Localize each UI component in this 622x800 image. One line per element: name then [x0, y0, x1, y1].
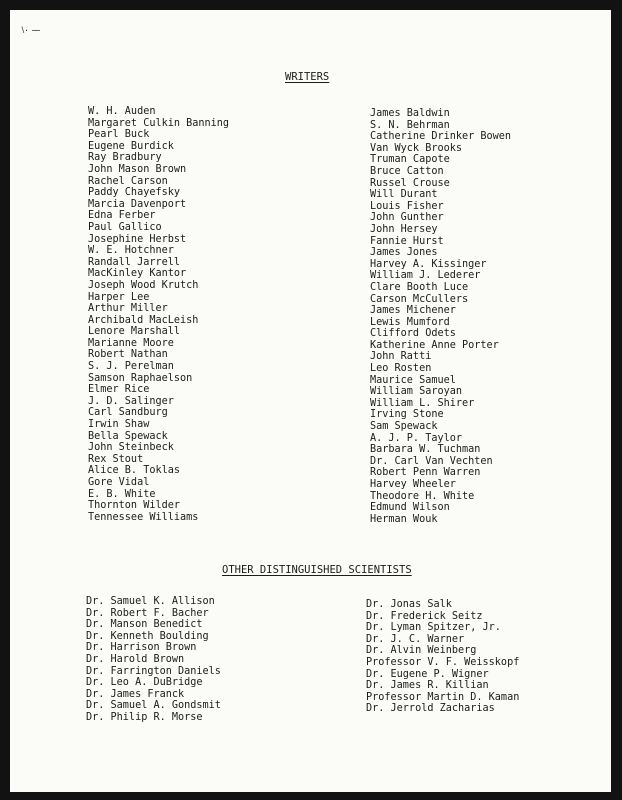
name-entry: Archibald MacLeish [88, 314, 199, 326]
name-entry: Irving Stone [370, 409, 444, 421]
name-entry: Louis Fisher [370, 200, 444, 212]
writers-right-column [370, 108, 511, 525]
name-entry: W. E. Hotchner [88, 245, 174, 257]
name-entry: Dr. Manson Benedict [86, 619, 203, 631]
name-entry: Dr. James Franck [86, 688, 185, 700]
name-entry: Arthur Miller [88, 303, 168, 315]
name-entry: Rachel Carson [88, 175, 168, 187]
name-entry: Rex Stout [88, 453, 144, 465]
name-entry: Alice B. Toklas [88, 465, 181, 477]
name-entry: William Saroyan [370, 386, 463, 398]
name-entry: Will Durant [370, 189, 438, 201]
name-entry: Paddy Chayefsky [88, 187, 181, 199]
name-entry: John Steinbeck [88, 442, 174, 454]
name-entry: Josephine Herbst [88, 233, 187, 245]
name-entry: John Mason Brown [88, 163, 187, 175]
name-entry: James Jones [370, 247, 438, 259]
name-entry: Thornton Wilder [88, 500, 181, 512]
name-entry: Edna Ferber [88, 210, 156, 222]
name-entry: Dr. Jonas Salk [366, 599, 452, 610]
name-entry: William L. Shirer [370, 397, 475, 409]
name-entry: Dr. Jerrold Zacharias [366, 703, 495, 715]
name-entry: John Hersey [370, 223, 438, 235]
name-entry: Bella Spewack [88, 430, 168, 442]
name-entry: Maurice Samuel [370, 374, 456, 386]
name-entry: Dr. James R. Killian [366, 680, 489, 692]
name-entry: Catherine Drinker Bowen [370, 131, 512, 143]
name-entry: Paul Gallico [88, 221, 162, 233]
name-entry: Dr. Robert F. Bacher [86, 607, 209, 619]
name-entry: Edmund Wilson [370, 502, 450, 514]
name-entry: Professor V. F. Weisskopf [366, 656, 520, 668]
name-entry: Professor Martin D. Kaman [366, 691, 520, 703]
writers-heading: WRITERS [285, 71, 330, 83]
name-entry: Truman Capote [370, 154, 450, 166]
name-entry: Marcia Davenport [88, 198, 187, 210]
name-entry: Samson Raphaelson [88, 372, 193, 384]
scan-mark: ∖· ∼∼ [20, 26, 40, 35]
name-entry: Dr. Kenneth Boulding [86, 630, 209, 642]
name-entry: Lewis Mumford [370, 316, 450, 328]
name-entry: Dr. Harrison Brown [86, 642, 197, 654]
name-entry: James Baldwin [370, 108, 450, 119]
name-entry: Van Wyck Brooks [370, 142, 463, 154]
name-entry: Dr. Samuel K. Allison [86, 596, 215, 607]
scientists-heading: OTHER DISTINGUISHED SCIENTISTS [222, 564, 412, 576]
name-entry: Dr. Harold Brown [86, 653, 185, 665]
name-entry: Carson McCullers [370, 293, 469, 305]
name-entry: MacKinley Kantor [88, 268, 187, 280]
name-entry: Dr. Farrington Daniels [86, 665, 221, 677]
name-entry: John Ratti [370, 351, 432, 363]
name-entry: Gore Vidal [88, 477, 150, 488]
name-entry: Barbara W. Tuchman [370, 444, 481, 456]
name-entry: Dr. Carl Van Vechten [370, 455, 493, 467]
name-entry: Bruce Catton [370, 165, 444, 177]
name-entry: Dr. Frederick Seitz [366, 610, 483, 622]
name-entry: Joseph Wood Krutch [88, 279, 199, 291]
name-entry: Dr. Lyman Spitzer, Jr. [366, 622, 501, 634]
name-entry: Theodore H. White [370, 490, 475, 502]
name-entry: Dr. Philip R. Morse [86, 711, 203, 723]
name-entry: S. J. Perelman [88, 361, 174, 373]
name-entry: Dr. Eugene P. Wigner [366, 668, 489, 680]
name-entry: Marianne Moore [88, 337, 174, 349]
name-entry: Fannie Hurst [370, 235, 444, 247]
name-entry: Leo Rosten [370, 363, 432, 375]
scientists-left-column [86, 596, 221, 724]
name-entry: S. N. Behrman [370, 119, 450, 131]
name-entry: Harvey Wheeler [370, 479, 456, 490]
name-entry: James Michener [370, 305, 456, 317]
name-entry: Margaret Culkin Banning [88, 117, 230, 129]
name-entry: Harper Lee [88, 291, 150, 303]
scientists-right-column [366, 599, 519, 715]
name-entry: Sam Spewack [370, 421, 438, 433]
name-entry: Elmer Rice [88, 384, 150, 396]
name-entry: Randall Jarrell [88, 256, 181, 268]
name-entry: Irwin Shaw [88, 419, 150, 431]
name-entry: Tennessee Williams [88, 511, 199, 523]
name-entry: Carl Sandburg [88, 407, 168, 419]
name-entry: Ray Bradbury [88, 152, 162, 164]
name-entry: Herman Wouk [370, 513, 438, 525]
name-entry: J. D. Salinger [88, 395, 174, 407]
name-entry: Russel Crouse [370, 177, 450, 189]
name-entry: Harvey A. Kissinger [370, 258, 487, 270]
name-entry: Robert Nathan [88, 349, 168, 361]
name-entry: Katherine Anne Porter [370, 339, 499, 351]
name-entry: A. J. P. Taylor [370, 432, 463, 444]
name-entry: Dr. Alvin Weinberg [366, 645, 477, 657]
name-entry: John Gunther [370, 212, 444, 224]
name-entry: E. B. White [88, 488, 156, 500]
name-entry: Dr. Leo A. DuBridge [86, 677, 203, 689]
name-entry: Clifford Odets [370, 328, 456, 340]
name-entry: Pearl Buck [88, 129, 150, 141]
name-entry: Eugene Burdick [88, 140, 174, 152]
name-entry: Dr. J. C. Warner [366, 633, 465, 645]
writers-left-column [88, 106, 229, 523]
document-page [10, 10, 611, 792]
name-entry: Lenore Marshall [88, 326, 181, 338]
name-entry: W. H. Auden [88, 106, 156, 117]
name-entry: William J. Lederer [370, 270, 481, 282]
name-entry: Robert Penn Warren [370, 467, 481, 479]
name-entry: Dr. Samuel A. Gondsmit [86, 700, 221, 712]
name-entry: Clare Booth Luce [370, 281, 469, 293]
